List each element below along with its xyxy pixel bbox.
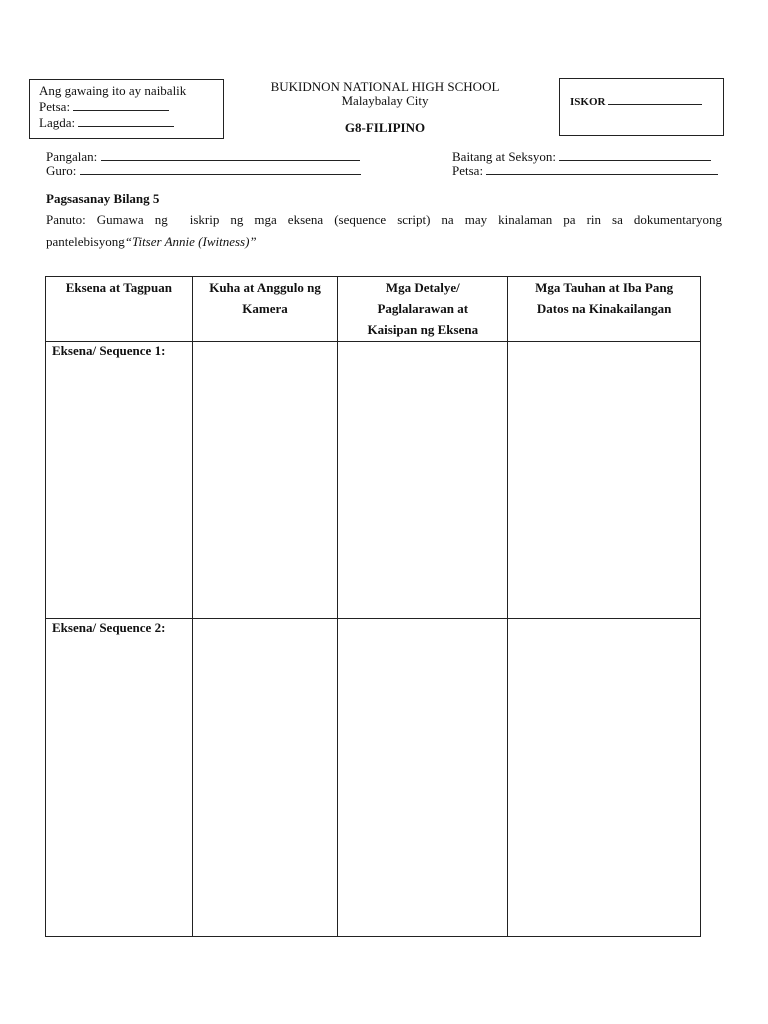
header-tauhan-text: Mga Tauhan at Iba Pang Datos na Kinakailangan — [535, 280, 674, 316]
instructions-line-2 — [46, 234, 257, 250]
petsa-label: Petsa: — [452, 163, 484, 178]
sequence-1-kuha-cell[interactable] — [192, 342, 338, 619]
instructions-text-b: pantelebisyong — [46, 234, 125, 249]
sequence-2-kuha-cell[interactable] — [192, 619, 338, 937]
pangalan-field[interactable] — [101, 160, 360, 161]
instructions-line-1 — [46, 212, 722, 228]
return-box — [29, 79, 224, 139]
petsa-row — [452, 163, 718, 179]
return-box-text: Ang gawaing ito ay naibalik — [39, 83, 187, 98]
sequence-2-cell[interactable] — [46, 619, 193, 937]
exercise-title: Pagsasanay Bilang 5 — [46, 191, 160, 206]
table-row — [46, 619, 701, 937]
score-label: ISKOR — [570, 96, 606, 108]
school-name: BUKIDNON NATIONAL HIGH SCHOOL — [270, 79, 500, 94]
sequence-2-tauhan-cell[interactable] — [508, 619, 701, 937]
header-detalye — [338, 277, 508, 342]
guro-field[interactable] — [80, 174, 361, 175]
header-tauhan — [508, 277, 701, 342]
sequence-1-tauhan-cell[interactable] — [508, 342, 701, 619]
header-kuha-text: Kuha at Anggulo ng Kamera — [209, 280, 321, 316]
sequence-1-detalye-cell[interactable] — [338, 342, 508, 619]
table-row — [46, 342, 701, 619]
return-petsa-label: Petsa: — [39, 99, 71, 114]
petsa-field[interactable] — [486, 174, 718, 175]
baitang-label: Baitang at Seksyon: — [452, 149, 556, 164]
header-eksena-text: Eksena at Tagpuan — [65, 280, 172, 295]
baitang-field[interactable] — [559, 160, 711, 161]
guro-label: Guro: — [46, 163, 77, 178]
header-kuha — [192, 277, 338, 342]
return-petsa-field[interactable] — [73, 110, 169, 111]
header-detalye-text: Mga Detalye/ Paglalarawan at Kaisipan ng Eksena — [367, 280, 479, 337]
sequence-2-detalye-cell[interactable] — [338, 619, 508, 937]
header-eksena — [46, 277, 193, 342]
return-lagda-field[interactable] — [78, 126, 174, 127]
instructions-text-a: Panuto: Gumawa ng iskrip ng mga eksena (sequence script) na may kinalaman pa rin sa dokumentaryong — [46, 212, 722, 227]
sequence-1-label: Eksena/ Sequence 1: — [52, 343, 166, 358]
table-header-row — [46, 277, 701, 342]
sequence-2-label: Eksena/ Sequence 2: — [52, 620, 166, 635]
sequence-table — [45, 276, 701, 937]
school-city: Malaybalay City — [341, 93, 429, 108]
score-field[interactable] — [608, 104, 702, 105]
guro-row — [46, 163, 361, 179]
return-lagda-label: Lagda: — [39, 115, 76, 130]
score-box — [559, 78, 724, 136]
pangalan-label: Pangalan: — [46, 149, 98, 164]
instructions-doc-title: “Titser Annie (Iwitness)” — [124, 234, 257, 249]
sequence-1-cell[interactable] — [46, 342, 193, 619]
subject-title: G8-FILIPINO — [344, 120, 426, 135]
